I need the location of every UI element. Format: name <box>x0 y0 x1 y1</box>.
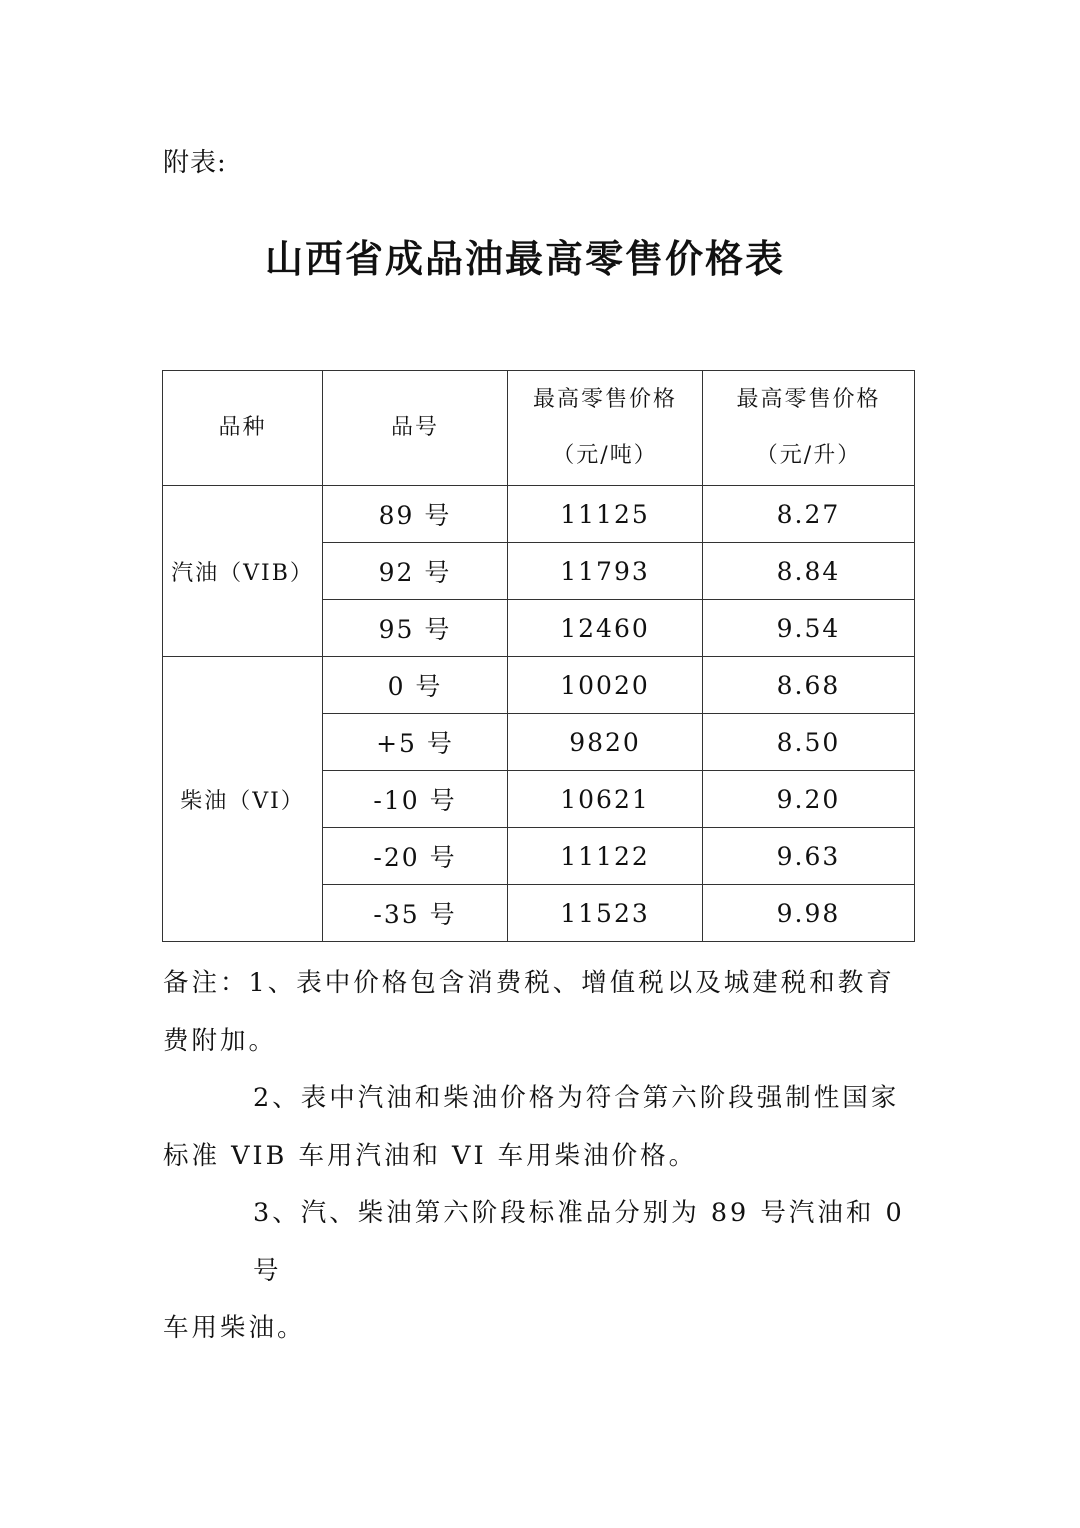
grade-cell: +5 号 <box>323 714 508 771</box>
price-liter-cell: 9.54 <box>703 600 915 657</box>
grade-cell: 0 号 <box>323 657 508 714</box>
price-liter-cell: 8.84 <box>703 543 915 600</box>
note-3-line-1: 3、汽、柴油第六阶段标准品分别为 89 号汽油和 0 号 <box>253 1198 905 1286</box>
grade-cell: 95 号 <box>323 600 508 657</box>
table-row <box>163 657 915 714</box>
header-price-per-liter-label: 最高零售价格 <box>736 387 881 412</box>
price-ton-cell: 11523 <box>508 885 703 942</box>
variety-gasoline: 汽油（VIB） <box>163 486 323 657</box>
header-price-per-liter-unit: （元/升） <box>755 443 862 468</box>
price-ton-cell: 10020 <box>508 657 703 714</box>
price-liter-cell: 9.20 <box>703 771 915 828</box>
note-2-line-2: 标准 VIB 车用汽油和 VI 车用柴油价格。 <box>163 1140 698 1171</box>
price-ton-cell: 11125 <box>508 486 703 543</box>
note-2-line-1: 2、表中汽油和柴油价格为符合第六阶段强制性国家 <box>253 1083 900 1113</box>
note-3-line-2: 车用柴油。 <box>163 1313 306 1343</box>
table-header-row <box>163 371 915 486</box>
header-price-per-ton-unit: （元/吨） <box>552 443 658 468</box>
grade-cell: 89 号 <box>323 486 508 543</box>
table-row <box>163 486 915 543</box>
price-ton-cell: 9820 <box>508 714 703 771</box>
notes-section <box>163 955 923 1358</box>
page-title: 山西省成品油最高零售价格表 <box>264 237 785 281</box>
price-ton-cell: 11793 <box>508 543 703 600</box>
header-price-per-ton <box>508 371 703 486</box>
price-ton-cell: 10621 <box>508 771 703 828</box>
attachment-label: 附表: <box>163 148 227 178</box>
variety-diesel: 柴油（VI） <box>163 657 323 942</box>
grade-cell: -35 号 <box>323 885 508 942</box>
grade-cell: -20 号 <box>323 828 508 885</box>
header-variety: 品种 <box>163 371 323 486</box>
price-ton-cell: 11122 <box>508 828 703 885</box>
header-grade: 品号 <box>323 371 508 486</box>
price-liter-cell: 9.63 <box>703 828 915 885</box>
note-1-line-2: 费附加。 <box>163 1025 278 1056</box>
grade-cell: 92 号 <box>323 543 508 600</box>
price-liter-cell: 8.68 <box>703 657 915 714</box>
price-liter-cell: 8.50 <box>703 714 915 771</box>
header-price-per-ton-label: 最高零售价格 <box>532 387 677 412</box>
price-liter-cell: 9.98 <box>703 885 915 942</box>
grade-cell: -10 号 <box>323 771 508 828</box>
price-table <box>162 370 915 942</box>
header-price-per-liter <box>703 371 915 486</box>
price-liter-cell: 8.27 <box>703 486 915 543</box>
price-ton-cell: 12460 <box>508 600 703 657</box>
note-1-line-1: 备注：1、表中价格包含消费税、增值税以及城建税和教育 <box>163 968 895 998</box>
